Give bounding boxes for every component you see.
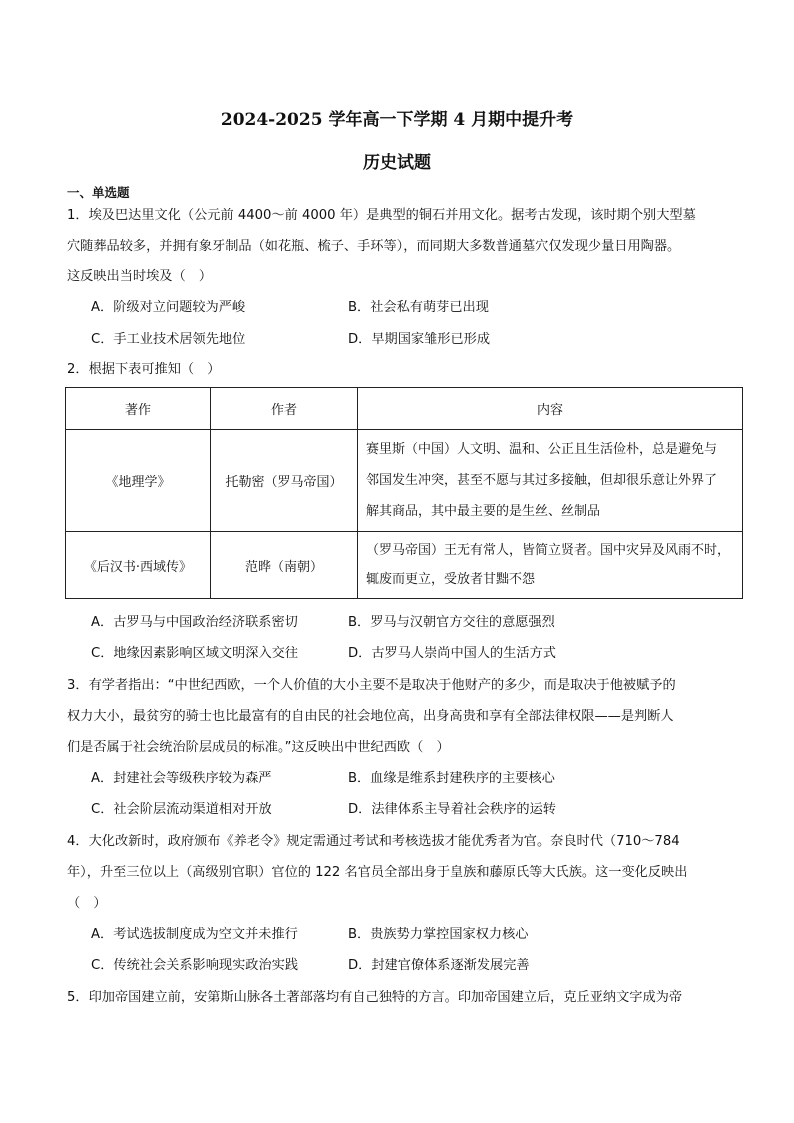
q2-table xyxy=(65,387,743,599)
q3-line-3: 们是否属于社会统治阶层成员的标准。”这反映出中世纪西欧（ ） xyxy=(67,740,450,755)
q4-line-2: 年），升至三位以上（高级别官职）官位的 122 名官员全部出身于皇族和藤原氏等大氏族。这一变化反映出 xyxy=(67,865,688,880)
q4-option-d: D．封建官僚体系逐渐发展完善 xyxy=(348,958,530,973)
q1-option-d: D．早期国家雏形已形成 xyxy=(348,332,491,347)
cell-author: 范晔（南朝） xyxy=(211,532,358,599)
exam-title: 2024-2025 学年高一下学期 4 月期中提升考 xyxy=(220,110,574,130)
q1-option-b: B．社会私有萌芽已出现 xyxy=(348,300,489,315)
cell-work: 《后汉书·西域传》 xyxy=(66,532,211,599)
content-line: 邻国发生冲突，甚至不愿与其过多接触，但却很乐意让外界了 xyxy=(366,473,718,488)
header-author: 作者 xyxy=(211,388,358,430)
table-row xyxy=(66,430,743,532)
q2-option-d: D．古罗马人崇尚中国人的生活方式 xyxy=(348,646,556,661)
q3-option-b: B．血缘是维系封建秩序的主要核心 xyxy=(348,771,555,786)
q4-option-c: C．传统社会关系影响现实政治实践 xyxy=(91,958,299,973)
content-line: 辄废而更立，受放者甘黜不怨 xyxy=(366,572,536,587)
q1-line-3: 这反映出当时埃及（ ） xyxy=(67,269,213,284)
q3-line-1: 3．有学者指出：“中世纪西欧，一个人价值的大小主要不是取决于他财产的多少，而是取决于他被赋予的 xyxy=(67,678,676,693)
q4-line-1: 4．大化改新时，政府颁布《养老令》规定需通过考试和考核选拔才能优秀者为官。奈良时代（710～784 xyxy=(67,834,680,849)
q1-option-c: C．手工业技术居领先地位 xyxy=(91,332,246,347)
q4-option-a: A．考试选拔制度成为空文并未推行 xyxy=(91,927,298,942)
cell-author: 托勒密（罗马帝国） xyxy=(211,430,358,532)
q4-line-3: （ ） xyxy=(67,896,107,911)
q1-line-2: 穴随葬品较多，并拥有象牙制品（如花瓶、梳子、手环等），而同期大多数普通墓穴仅发现少量日用陶器。 xyxy=(67,239,681,254)
header-work: 著作 xyxy=(66,388,211,430)
cell-content xyxy=(358,430,743,532)
q5-line-1: 5．印加帝国建立前，安第斯山脉各土著部落均有自己独特的方言。印加帝国建立后，克丘亚纳文字成为帝 xyxy=(67,990,683,1005)
cell-content xyxy=(358,532,743,599)
q3-option-d: D．法律体系主导着社会秩序的运转 xyxy=(348,802,556,817)
q1-line-1: 1．埃及巴达里文化（公元前 4400～前 4000 年）是典型的铜石并用文化。据考古发现，该时期个别大型墓 xyxy=(67,208,696,223)
content-line: 解其商品，其中最主要的是生丝、丝制品 xyxy=(366,504,601,519)
table-row xyxy=(66,532,743,599)
table-header-row xyxy=(66,388,743,430)
q3-line-2: 权力大小，最贫穷的骑士也比最富有的自由民的社会地位高，出身高贵和享有全部法律权限——是判断人 xyxy=(67,709,674,724)
q1-option-a: A．阶级对立问题较为严峻 xyxy=(91,300,246,315)
content-line: 赛里斯（中国）人文明、温和、公正且生活俭朴，总是避免与 xyxy=(366,442,718,457)
content-line: （罗马帝国）王无有常人，皆简立贤者。国中灾异及风雨不时， xyxy=(366,543,731,558)
q4-option-b: B．贵族势力掌控国家权力核心 xyxy=(348,927,529,942)
header-content: 内容 xyxy=(358,388,743,430)
q2-option-a: A．古罗马与中国政治经济联系密切 xyxy=(91,615,298,630)
section-heading: 一、单选题 xyxy=(67,185,130,200)
q3-option-a: A．封建社会等级秩序较为森严 xyxy=(91,771,272,786)
q3-option-c: C．社会阶层流动渠道相对开放 xyxy=(91,802,272,817)
q2-option-c: C．地缘因素影响区域文明深入交往 xyxy=(91,646,299,661)
q2-stem: 2．根据下表可推知（ ） xyxy=(67,362,221,377)
q2-option-b: B．罗马与汉朝官方交往的意愿强烈 xyxy=(348,615,555,630)
exam-subtitle: 历史试题 xyxy=(363,153,431,173)
cell-work: 《地理学》 xyxy=(66,430,211,532)
